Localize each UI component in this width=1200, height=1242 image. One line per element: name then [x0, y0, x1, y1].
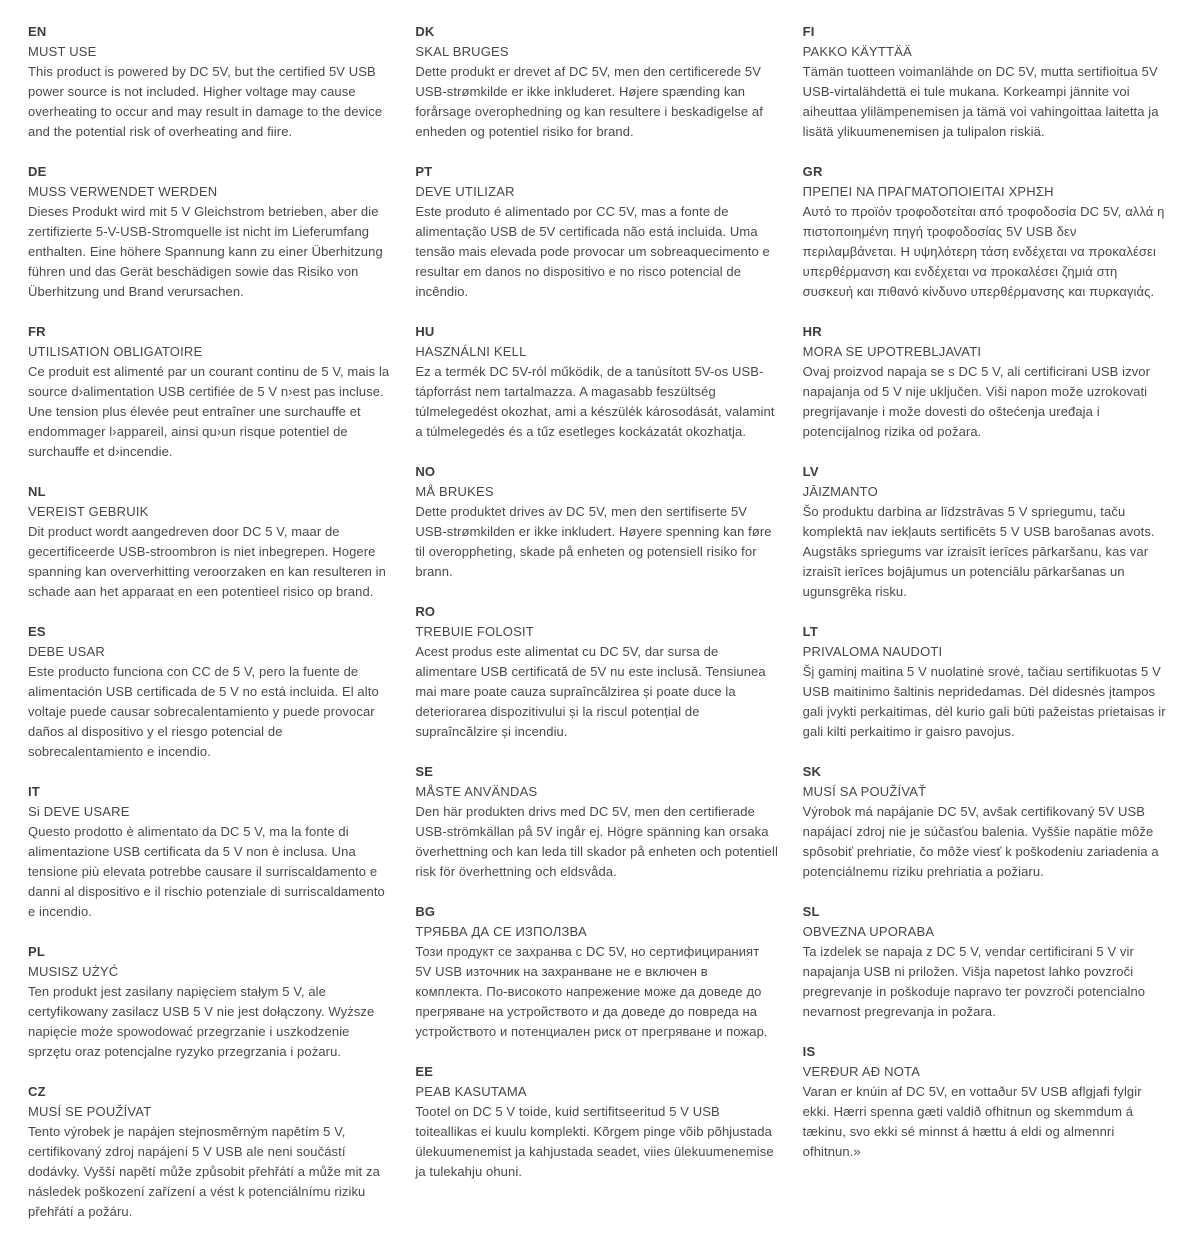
- language-section-body: Výrobok má napájanie DC 5V, avšak certifikovaný 5V USB napájací zdroj nie je súčasťou balenia. Vyššie napätie môže spôsobiť prehriatie, čo môže viesť k poškodeniu zariadenia a potenciálnemu riziku prehriatia a požiaru.: [802, 804, 1159, 879]
- language-section-title: MUSS VERWENDET WERDEN: [28, 184, 218, 199]
- language-section-body: Ten produkt jest zasilany napięciem stałym 5 V, ale certyfikowany zasilacz USB 5 V nie jest dołączony. Wyższe napięcie może spowodować przegrzanie i uszkodzenie sprzętu oraz potencjalne ryzyko przegrzania i pożaru.: [28, 984, 375, 1059]
- language-section-title: Si DEVE USARE: [28, 804, 130, 819]
- language-section: [803, 1042, 1166, 1162]
- language-section-body: Dette produktet drives av DC 5V, men den sertifiserte 5V USB-strømkilden er ikke inkludert. Høyere spenning kan føre til overoppheting, skade på enheten og potensiell risiko for brann.: [415, 504, 772, 579]
- language-section-title: MÅSTE ANVÄNDAS: [415, 784, 538, 799]
- language-code-label: PL: [28, 944, 46, 959]
- language-code-label: FR: [28, 324, 46, 339]
- language-section-body: Ovaj proizvod napaja se s DC 5 V, ali certificirani USB izvor napajanja od 5 V nije uključen. Viši napon može uzrokovati pregrijavanje i može dovesti do oštećenja uređaja i potencijalnog rizika od požara.: [802, 364, 1151, 439]
- language-section: [28, 1082, 391, 1222]
- language-code-label: SL: [802, 904, 820, 919]
- language-section: [415, 762, 778, 882]
- language-section: [28, 782, 391, 922]
- language-section-body: Questo prodotto è alimentato da DC 5 V, ma la fonte di alimentazione USB certificata da 5 V non è inclusa. Una tensione più elevata potrebbe causare il surriscaldamento e danni al dispositivo e il rischio potenziale di surriscaldamento e incendio.: [28, 824, 385, 919]
- language-section-body: Den här produkten drivs med DC 5V, men den certifierade USB-strömkällan på 5V ingår ej. Högre spänning kan orsaka överhettning och kan leda till skador på enheten och potentiell risk för överhettning och eldsvåda.: [415, 804, 778, 879]
- language-section: [28, 482, 391, 602]
- language-section-body: Ta izdelek se napaja z DC 5 V, vendar certificirani 5 V vir napajanja USB ni priložen. Višja napetost lahko povzroči pregrevanje in poškoduje napravo ter povzroči potencialno nevarnost pregrevanja in požara.: [802, 944, 1146, 1019]
- language-section: [415, 462, 778, 582]
- language-section: [803, 902, 1166, 1022]
- language-section: [803, 462, 1166, 602]
- language-section: [415, 1062, 778, 1182]
- language-section-title: DEBE USAR: [28, 644, 105, 659]
- language-section-body: Acest produs este alimentat cu DC 5V, dar sursa de alimentare USB certificată de 5V nu este inclusă. Tensiunea mai mare poate cauza supraîncălzirea și poate duce la deteriorarea dispozitivului și la riscul potențial de supraîncălzire și incendiu.: [415, 644, 766, 739]
- language-section-title: ΠΡΕΠΕΙ ΝΑ ΠΡΑΓΜΑΤΟΠΟΙΕΙΤΑΙ ΧΡΗΣΗ: [802, 184, 1054, 199]
- language-section: [803, 322, 1166, 442]
- language-section-body: Tämän tuotteen voimanlähde on DC 5V, mutta sertifioitua 5V USB-virtalähdettä ei tule mukana. Korkeampi jännite voi aiheuttaa ylilämpenemisen ja tämä voi vahingoittaa laitetta ja lisätä ylikuumenemisen ja tulipalon riskiä.: [802, 64, 1159, 139]
- language-section-body: This product is powered by DC 5V, but the certified 5V USB power source is not included. Higher voltage may cause overheating to occur and may result in damage to the device and the potential risk of overheating and fiire.: [28, 64, 383, 139]
- language-code-label: GR: [802, 164, 823, 179]
- language-section-title: UTILISATION OBLIGATOIRE: [28, 344, 203, 359]
- language-section: [415, 322, 778, 442]
- language-code-label: EE: [415, 1064, 434, 1079]
- language-section: [28, 322, 391, 462]
- language-section-title: MUSISZ UŻYĆ: [28, 964, 119, 979]
- language-code-label: IS: [802, 1044, 816, 1059]
- language-code-label: LT: [802, 624, 818, 639]
- language-section-title: OBVEZNA UPORABA: [802, 924, 935, 939]
- language-code-label: SK: [802, 764, 822, 779]
- language-code-label: SE: [415, 764, 434, 779]
- language-section-title: MUST USE: [28, 44, 97, 59]
- language-code-label: PT: [415, 164, 433, 179]
- language-section-body: Този продукт се захранва с DC 5V, но сертифицираният 5V USB източник на захранване не е включен в комплекта. По-високото напрежение може да доведе до прегряване на устройството и да доведе до повреда на устройството и потенциален риск от прегряване и пожар.: [415, 944, 768, 1039]
- language-code-label: ES: [28, 624, 46, 639]
- language-section-title: JĀIZMANTO: [802, 484, 878, 499]
- language-code-label: FI: [802, 24, 815, 39]
- language-code-label: NO: [415, 464, 436, 479]
- language-section-body: Dieses Produkt wird mit 5 V Gleichstrom betrieben, aber die zertifizierte 5-V-USB-Stromquelle ist nicht im Lieferumfang enthalten. Eine höhere Spannung kann zu einer Überhitzung führen und das Gerät beschädigen sowie das Risiko von Überhitzung und Brand verursachen.: [28, 204, 383, 299]
- language-section-title: PAKKO KÄYTTÄÄ: [802, 44, 912, 59]
- language-section-title: MUSÍ SA POUŽÍVAŤ: [802, 784, 927, 799]
- language-section-body: Varan er knúin af DC 5V, en vottaður 5V USB aflgjafi fylgir ekki. Hærri spenna gæti valdið ofhitnun og skemmdum á tækinu, svo ekki sé minnst á hættu á eldi og almennri ofhitnun.»: [802, 1084, 1142, 1159]
- language-section: [28, 22, 391, 142]
- language-section: [803, 762, 1166, 882]
- language-section-title: TREBUIE FOLOSIT: [415, 624, 534, 639]
- language-section-body: Dit product wordt aangedreven door DC 5 V, maar de gecertificeerde USB-stroombron is niet inbegrepen. Hogere spanning kan oververhitting veroorzaken en kan resulteren in schade aan het apparaat en een potentieel risico op brand.: [28, 524, 386, 599]
- language-code-label: CZ: [28, 1084, 46, 1099]
- language-section-title: VERÐUR AÐ NOTA: [802, 1064, 921, 1079]
- language-section-body: Šį gaminį maitina 5 V nuolatinė srovė, tačiau sertifikuotas 5 V USB maitinimo šaltinis nepridedamas. Dėl didesnės įtampos gali įvykti perkaitimas, dėl kurio gali būti pažeistas prietaisas ir gali kilti perkaitimo ir gaisro pavojus.: [802, 664, 1166, 739]
- language-code-label: EN: [28, 24, 47, 39]
- language-section: [28, 942, 391, 1062]
- language-code-label: RO: [415, 604, 436, 619]
- language-section: [415, 162, 778, 302]
- language-section-body: Este producto funciona con CC de 5 V, pero la fuente de alimentación USB certificada de 5 V no está incluida. El alto voltaje puede causar sobrecalentamiento y puede provocar daños al dispositivo y el riesgo potencial de sobrecalentamiento e incendio.: [28, 664, 379, 759]
- language-code-label: IT: [28, 784, 40, 799]
- language-section: [415, 22, 778, 142]
- column-middle: [415, 22, 778, 1202]
- language-section: [28, 162, 391, 302]
- language-section-body: Este produto é alimentado por CC 5V, mas a fonte de alimentação USB de 5V certificada não está incluida. Uma tensão mais elevada pode provocar um sobreaquecimento e resultar em danos no dispositivo e no risco potencial de incêndio.: [415, 204, 770, 299]
- language-section-title: HASZNÁLNI KELL: [415, 344, 527, 359]
- language-section-title: DEVE UTILIZAR: [415, 184, 515, 199]
- language-code-label: BG: [415, 904, 436, 919]
- language-section-title: ТРЯБВА ДА СЕ ИЗПОЛЗВА: [415, 924, 587, 939]
- column-left: [28, 22, 391, 1242]
- language-section-title: PEAB KASUTAMA: [415, 1084, 527, 1099]
- language-code-label: HU: [415, 324, 435, 339]
- language-code-label: HR: [802, 324, 822, 339]
- language-section-title: SKAL BRUGES: [415, 44, 509, 59]
- language-section-title: MORA SE UPOTREBLJAVATI: [802, 344, 982, 359]
- language-columns: [28, 22, 1166, 1242]
- language-section: [803, 22, 1166, 142]
- language-section: [803, 162, 1166, 302]
- language-section-body: Ez a termék DC 5V-ról működik, de a tanúsított 5V-os USB-tápforrást nem tartalmazza. A magasabb feszültség túlmelegedést okozhat, ami a készülék károsodását, valamint a túlmelegedés és a tűz esetleges kockázatát okozhatja.: [415, 364, 775, 439]
- language-section-title: MUSÍ SE POUŽÍVAT: [28, 1104, 152, 1119]
- language-section-body: Dette produkt er drevet af DC 5V, men den certificerede 5V USB-strømkilde er ikke inkluderet. Højere spænding kan forårsage overophedning og kan resultere i beskadigelse af enheden og potentiel risiko for brand.: [415, 64, 763, 139]
- language-code-label: LV: [802, 464, 819, 479]
- language-section-title: VEREIST GEBRUIK: [28, 504, 149, 519]
- language-section-body: Ce produit est alimenté par un courant continu de 5 V, mais la source d›alimentation USB certifiée de 5 V n›est pas incluse. Une tension plus élevée peut entraîner une surchauffe et endommager l›appareil, ainsi qu›un risque potentiel de surchauffe et d›incendie.: [28, 364, 390, 459]
- language-section-body: Tootel on DC 5 V toide, kuid sertifitseeritud 5 V USB toiteallikas ei kuulu komplekti. Kõrgem pinge võib põhjustada ülekuumenemist ja kahjustada seadet, viies ülekuumenemise ja tulekahju ohuni.: [415, 1104, 774, 1179]
- language-section: [28, 622, 391, 762]
- language-section: [803, 622, 1166, 742]
- column-right: [803, 22, 1166, 1182]
- language-code-label: NL: [28, 484, 46, 499]
- language-section: [415, 902, 778, 1042]
- language-section: [415, 602, 778, 742]
- language-code-label: DK: [415, 24, 435, 39]
- language-section-title: MÅ BRUKES: [415, 484, 494, 499]
- language-section-body: Šo produktu darbina ar līdzstrāvas 5 V spriegumu, taču komplektā nav iekļauts sertificēts 5 V USB barošanas avots. Augstāks spriegums var izraisīt ierīces pārkaršanu, kas var izraisīt ierīces bojājumus un potenciālu pārkaršanas un ugunsgrēka risku.: [802, 504, 1155, 599]
- language-section-title: PRIVALOMA NAUDOTI: [802, 644, 943, 659]
- language-section-body: Αυτό το προϊόν τροφοδοτείται από τροφοδοσία DC 5V, αλλά η πιστοποιημένη πηγή τροφοδοσίας 5V USB δεν περιλαμβάνεται. Η υψηλότερη τάση ενδέχεται να προκαλέσει υπερθέρμανση και ενδέχεται να προκαλέσει ζημιά στη συσκευή και πιθανό κίνδυνο υπερθέρμανσης και πυρκαγιάς.: [802, 204, 1165, 299]
- language-code-label: DE: [28, 164, 47, 179]
- language-section-body: Tento výrobek je napájen stejnosměrným napětím 5 V, certifikovaný zdroj napájení 5 V USB ale neni součástí dodávky. Vyšší napětí může způsobit přehřátí a může mit za následek poškození zařízení a vést k potenciálnímu riziku přehřátí a požáru.: [28, 1124, 380, 1219]
